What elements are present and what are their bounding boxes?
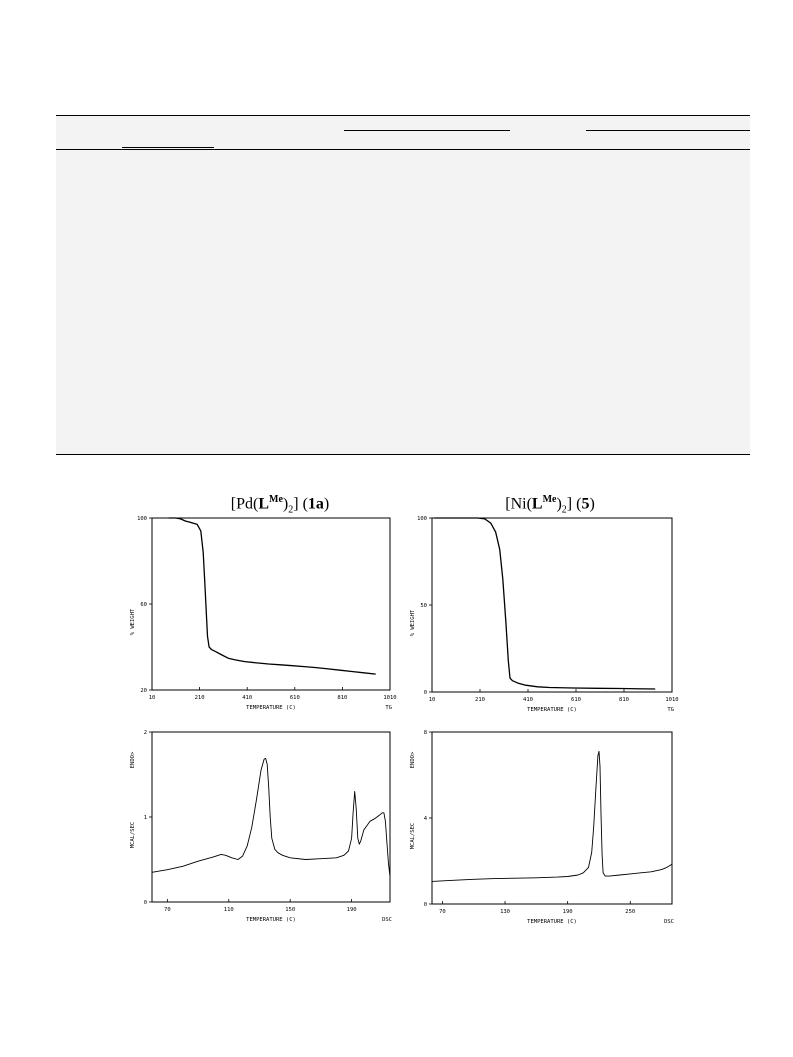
y-tick-label: 100 (417, 516, 427, 522)
title-ligand-sup: Me (542, 494, 557, 505)
corner-label: TG (667, 707, 674, 713)
dsc-chart-ni (400, 722, 690, 927)
title-ligand: L (258, 495, 270, 513)
data-series-line (169, 518, 376, 674)
data-series-line (434, 518, 655, 689)
x-tick-label: 1010 (383, 695, 397, 701)
x-axis-label: TEMPERATURE (C) (246, 917, 296, 923)
y-tick-label: 2 (143, 730, 147, 736)
y-axis-label: % WEIGHT (410, 609, 416, 637)
title-compound-id: 1a (307, 495, 324, 513)
x-tick-label: 610 (571, 697, 581, 703)
plot-frame (152, 732, 390, 902)
x-tick-label: 150 (285, 907, 296, 913)
x-tick-label: 10 (428, 697, 436, 703)
table-group-rule-1 (344, 130, 510, 131)
x-tick-label: 210 (475, 697, 485, 703)
data-series-line (432, 751, 672, 881)
y-tick-label: 4 (423, 816, 427, 822)
y-tick-label: 60 (140, 602, 147, 608)
title-sub: 2 (561, 504, 567, 516)
x-tick-label: 10 (148, 695, 156, 701)
x-tick-label: 210 (194, 695, 205, 701)
x-tick-label: 70 (164, 907, 171, 913)
table-short-rule (122, 147, 214, 148)
y-tick-label: 0 (423, 902, 427, 908)
title-sub: 2 (288, 504, 294, 516)
data-series-line (152, 758, 390, 876)
panel-title-ni: $[Ni(L^{Me})_2]$ (5) (505, 494, 595, 516)
y-axis-label: MCAL/SEC (130, 821, 136, 849)
table-bottom-rule (56, 454, 750, 455)
x-tick-label: 190 (346, 907, 357, 913)
y-tick-label: 20 (140, 688, 147, 694)
x-axis-label: TEMPERATURE (C) (246, 705, 296, 711)
table-region (56, 115, 750, 455)
tg-chart-ni (400, 510, 690, 715)
corner-label: TG (385, 705, 392, 711)
title-ligand-sup: Me (269, 494, 283, 505)
panel-title-pd: $[Pd(L^{Me})_2]$ (1a) (230, 494, 330, 516)
title-close: ) (589, 495, 595, 513)
y-tick-label: 100 (137, 516, 147, 522)
table-header-rule (56, 149, 750, 150)
title-formula: [Ni( (505, 495, 532, 513)
x-tick-label: 190 (562, 909, 573, 915)
x-tick-label: 410 (242, 695, 253, 701)
title-close: ) (323, 495, 330, 513)
x-tick-label: 250 (625, 909, 636, 915)
table-group-rule-2 (586, 130, 750, 131)
table-top-rule (56, 115, 750, 116)
title-tail: ] ( (566, 495, 582, 513)
x-tick-label: 810 (619, 697, 629, 703)
tg-chart-pd (120, 510, 400, 715)
title-ligand: L (531, 495, 543, 513)
y-axis-label: % WEIGHT (130, 608, 136, 636)
y-tick-label: 0 (423, 690, 427, 696)
title-compound-id: 5 (581, 495, 590, 513)
x-axis-label: TEMPERATURE (C) (527, 707, 577, 713)
y-tick-label: 0 (143, 900, 147, 906)
corner-label: DSC (664, 919, 674, 925)
y-axis-label: MCAL/SEC (410, 822, 416, 850)
title-formula: [Pd( (230, 495, 259, 513)
x-tick-label: 110 (223, 907, 234, 913)
plot-frame (432, 518, 672, 692)
y-tick-label: 8 (423, 730, 427, 736)
corner-label: DSC (382, 917, 392, 923)
x-axis-label: TEMPERATURE (C) (527, 919, 577, 925)
x-tick-label: 410 (523, 697, 533, 703)
x-tick-label: 130 (500, 909, 511, 915)
y-tick-label: 50 (420, 603, 427, 609)
plot-frame (432, 732, 672, 904)
title-tail: ] ( (293, 495, 308, 513)
endo-label: ENDO> (130, 751, 136, 769)
x-tick-label: 810 (337, 695, 348, 701)
x-tick-label: 1010 (665, 697, 679, 703)
x-tick-label: 610 (289, 695, 300, 701)
x-tick-label: 70 (439, 909, 446, 915)
dsc-chart-pd (120, 722, 400, 927)
endo-label: ENDO> (410, 751, 416, 769)
y-tick-label: 1 (143, 815, 147, 821)
